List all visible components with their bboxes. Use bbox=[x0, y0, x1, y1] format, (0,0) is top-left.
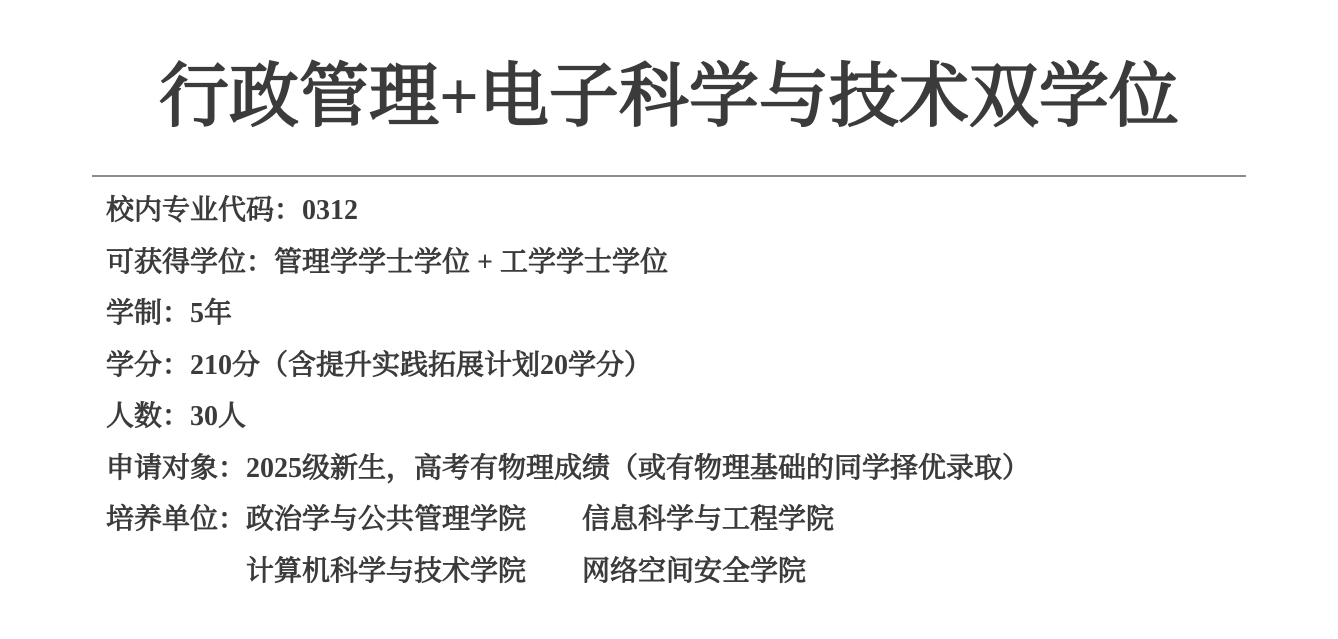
field-quota bbox=[106, 391, 1338, 443]
page-title: 行政管理+电子科学与技术双学位 bbox=[159, 59, 1179, 136]
field-training-units bbox=[106, 494, 1338, 597]
field-label: 申请对象： bbox=[106, 452, 247, 484]
field-value: 210分（含提升实践拓展计划20学分） bbox=[190, 349, 653, 381]
field-duration bbox=[106, 288, 1338, 340]
field-degrees bbox=[106, 237, 1338, 289]
title-divider bbox=[92, 175, 1246, 177]
field-value-line1: 政治学与公共管理学院 信息科学与工程学院 bbox=[246, 504, 835, 535]
field-label: 学制： bbox=[106, 298, 191, 329]
field-label: 校内专业代码： bbox=[106, 195, 303, 226]
field-value: 管理学学士学位 + 工学学士学位 bbox=[274, 246, 668, 278]
field-label: 人数： bbox=[106, 401, 191, 432]
field-value: 30人 bbox=[190, 401, 247, 432]
field-value-group bbox=[246, 494, 834, 597]
field-value: 2025级新生，高考有物理成绩（或有物理基础的同学择优录取） bbox=[246, 452, 1031, 484]
program-info-list bbox=[106, 185, 1338, 597]
field-label: 可获得学位： bbox=[106, 246, 275, 278]
field-value-line2: 计算机科学与技术学院 网络空间安全学院 bbox=[246, 555, 807, 587]
field-label: 学分： bbox=[106, 349, 191, 381]
field-applicants bbox=[106, 443, 1338, 495]
field-value: 5年 bbox=[190, 298, 233, 329]
field-major-code bbox=[106, 185, 1338, 237]
field-value: 0312 bbox=[302, 195, 359, 226]
field-credits bbox=[106, 340, 1338, 392]
field-label: 培养单位： bbox=[106, 504, 247, 535]
